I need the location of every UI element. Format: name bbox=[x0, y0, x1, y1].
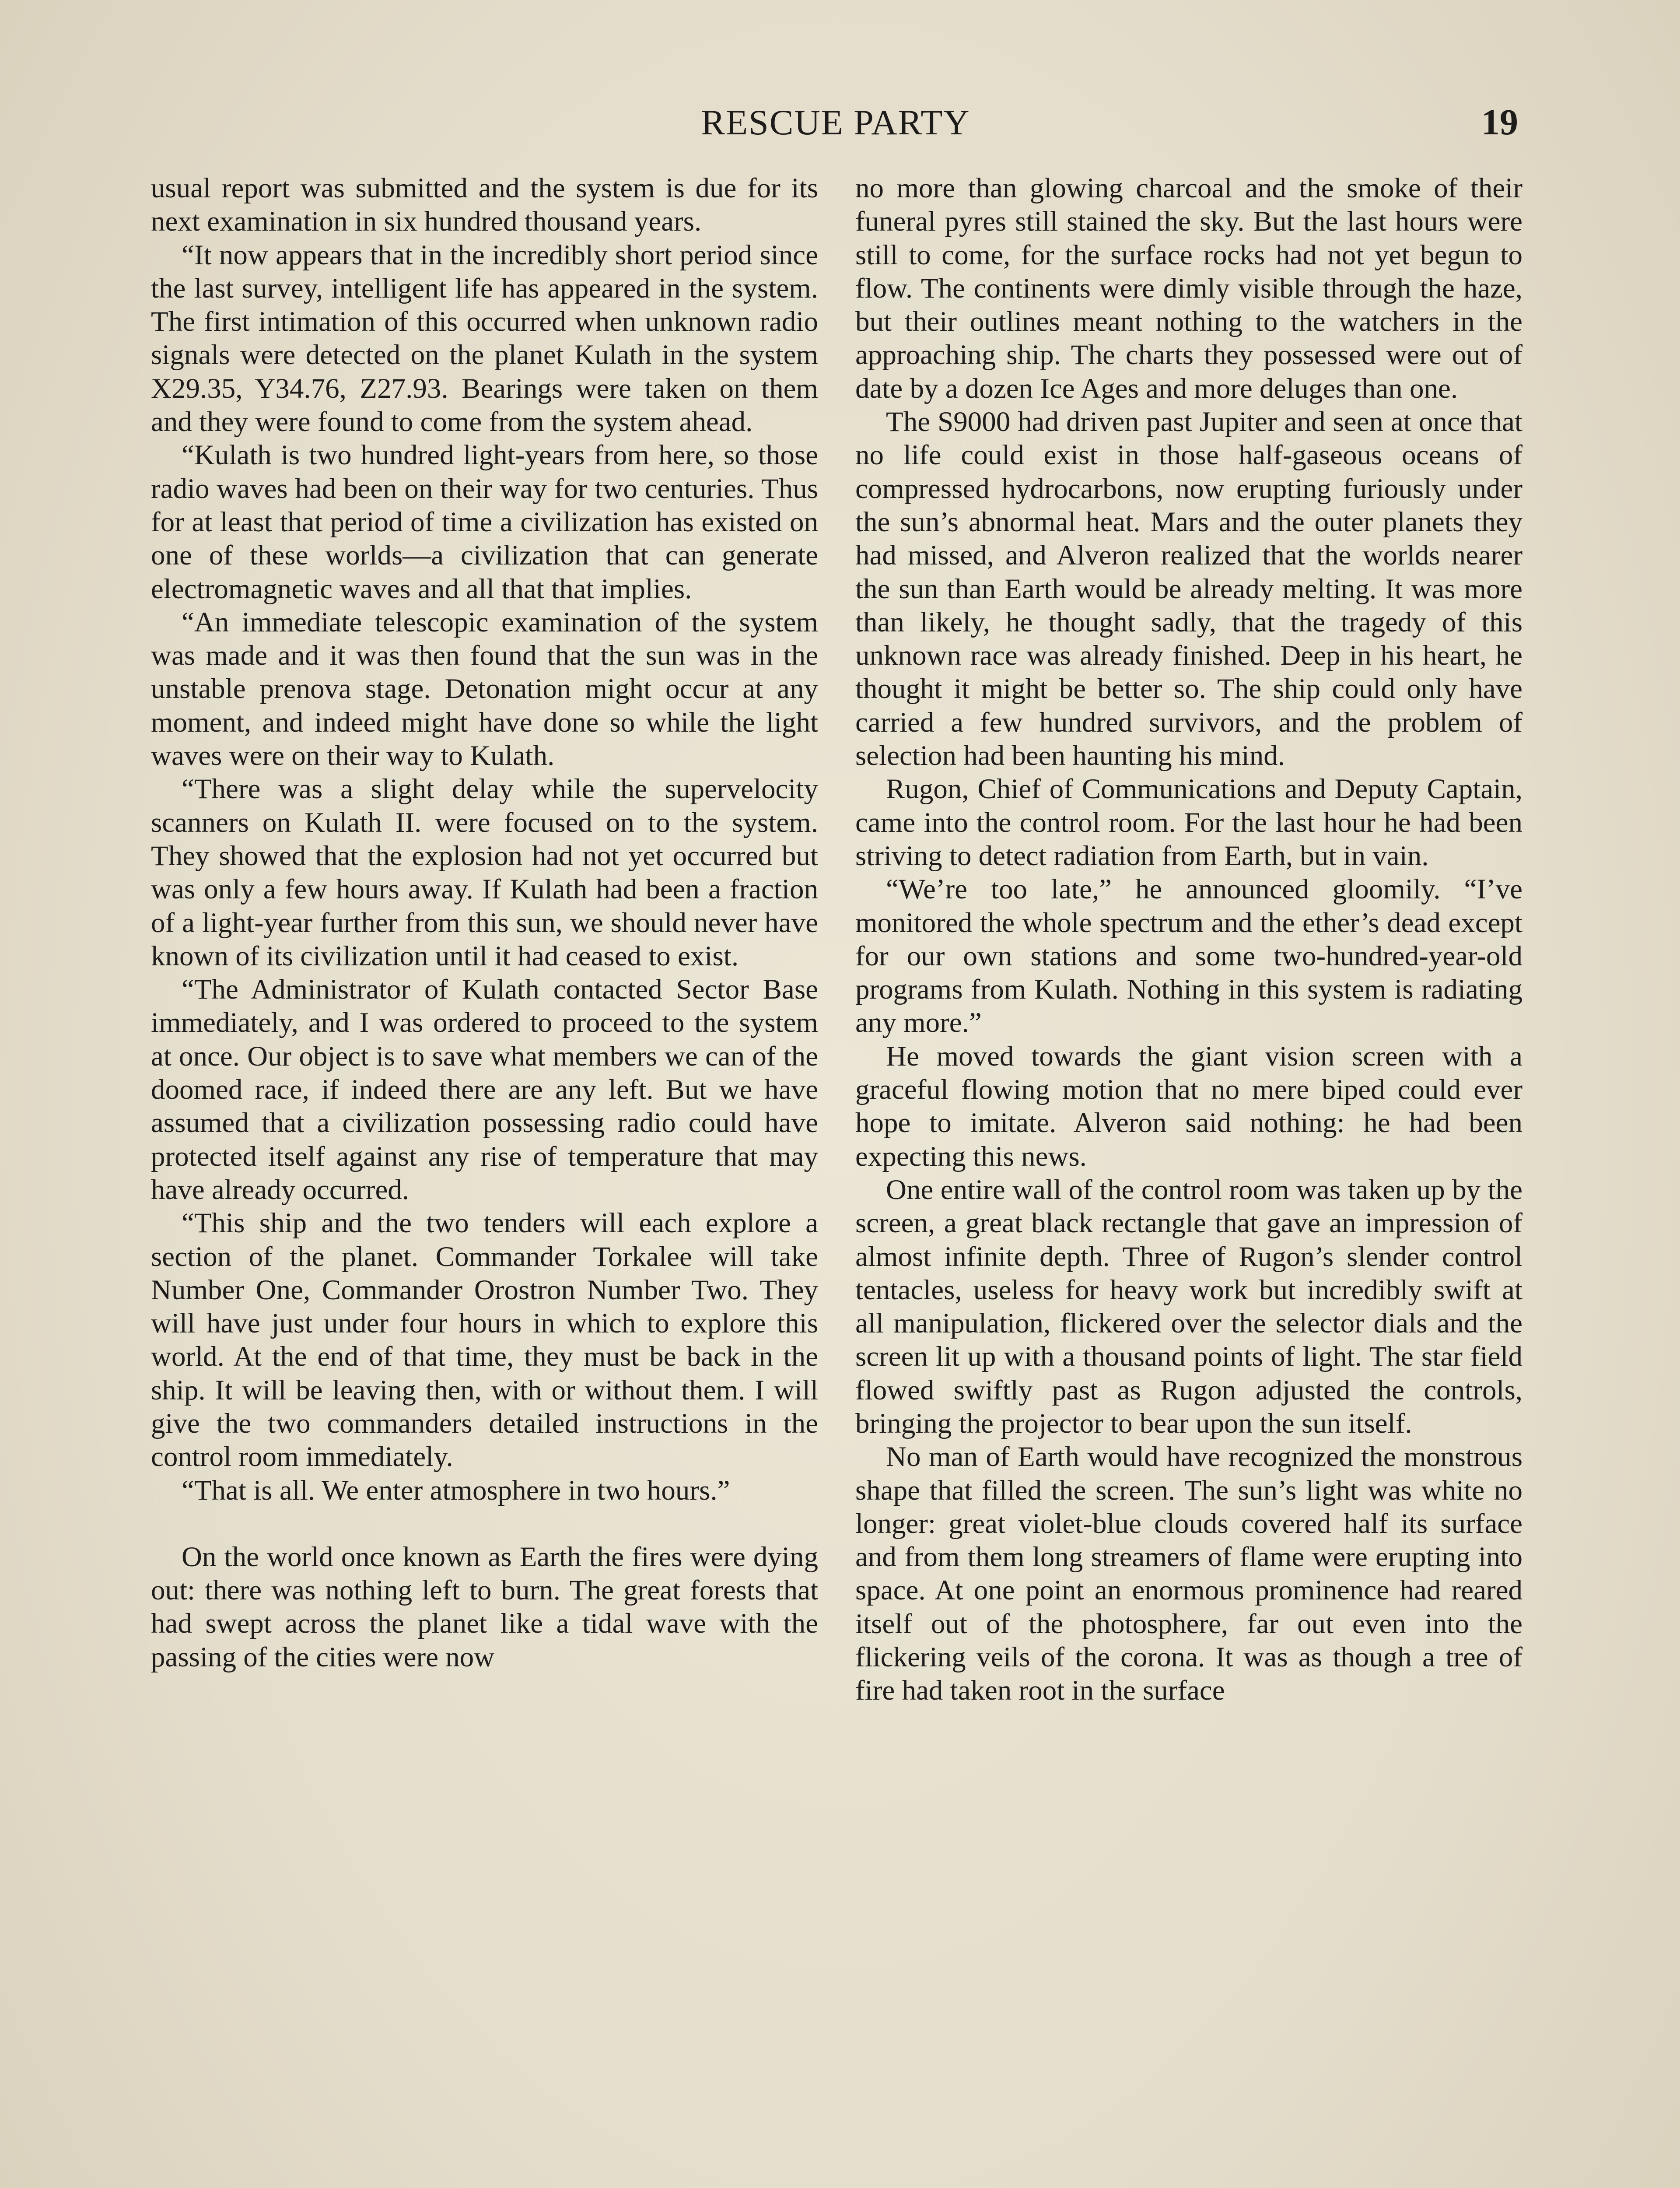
paragraph: “We’re too late,” he announced gloomily. “I’ve monitored the whole spectrum and the ether’s dead except for our own stations and some two-hundred-year-old programs from Kulath. Nothing in this system is radiating any more.” bbox=[855, 873, 1522, 1039]
paragraph: No man of Earth would have recognized the monstrous shape that filled the screen. The sun’s light was white no longer: great violet-blue clouds covered half its surface and from them long streamers of flame were erupting into space. At one point an enormous prominence had reared itself out of the photosphere, far out even into the flickering veils of the corona. It was as though a tree of fire had taken root in the surface bbox=[855, 1441, 1522, 1707]
paragraph: “Kulath is two hundred light-years from here, so those radio waves had been on their way for two centuries. Thus for at least that period of time a civilization has existed on one of these worlds—a civilization that can generate electromagnetic waves and all that that implies. bbox=[151, 439, 818, 605]
paragraph: He moved towards the giant vision screen with a graceful flowing motion that no mere biped could ever hope to imitate. Alveron said nothing: he had been expecting this news. bbox=[855, 1040, 1522, 1172]
paragraph: “The Administrator of Kulath contacted Sector Base immediately, and I was ordered to proceed to the system at once. Our object is to save what members we can of the doomed race, if indeed there are any left. But we have assumed that a civilization possessing radio could have protected itself against any rise of temperature that may have already occurred. bbox=[151, 974, 818, 1206]
page-number: 19 bbox=[1481, 102, 1518, 143]
running-title: RESCUE PARTY bbox=[701, 102, 970, 142]
paragraph: “An immediate telescopic examination of the system was made and it was then found that the sun was in the unstable prenova stage. Detonation might occur at any moment, and indeed might have done so while the light waves were on their way to Kulath. bbox=[151, 606, 818, 772]
right-text-column bbox=[855, 172, 1522, 1708]
paragraph: On the world once known as Earth the fires were dying out: there was nothing left to burn. The great forests that had swept across the planet like a tidal wave with the passing of the cities were now bbox=[151, 1541, 818, 1673]
paragraph: “That is all. We enter atmosphere in two hours.” bbox=[182, 1474, 730, 1506]
page-header bbox=[153, 101, 1518, 153]
paragraph: “This ship and the two tenders will each explore a section of the planet. Commander Torkalee will take Number One, Commander Orostron Number Two. They will have just under four hours in which to explore this world. At the end of that time, they must be back in the ship. It will be leaving then, with or without them. I will give the two commanders detailed instructions in the control room immediately. bbox=[151, 1207, 818, 1473]
paragraph: “It now appears that in the incredibly short period since the last survey, intelligent life has appeared in the system. The first intimation of this occurred when unknown radio signals were detected on the planet Kulath in the system X29.35, Y34.76, Z27.93. Bearings were taken on them and they were found to come from the system ahead. bbox=[151, 239, 818, 438]
paragraph: “There was a slight delay while the supervelocity scanners on Kulath II. were focused on to the system. They showed that the explosion had not yet occurred but was only a few hours away. If Kulath had been a fraction of a light-year further from this sun, we should never have known of its civilization until it had ceased to exist. bbox=[151, 773, 818, 972]
paragraph: One entire wall of the control room was taken up by the screen, a great black rectangle that gave an impression of almost infinite depth. Three of Rugon’s slender control tentacles, useless for heavy work but incredibly swift at all manipulation, flickered over the selector dials and the screen lit up with a thousand points of light. The star field flowed swiftly past as Rugon adjusted the controls, bringing the projector to bear upon the sun itself. bbox=[855, 1174, 1522, 1439]
paragraph: usual report was submitted and the system is due for its next examination in six hundred thousand years. bbox=[151, 172, 818, 238]
paragraph: Rugon, Chief of Communications and Deputy Captain, came into the control room. For the last hour he had been striving to detect radiation from Earth, but in vain. bbox=[855, 773, 1522, 872]
paragraph: no more than glowing charcoal and the smoke of their funeral pyres still stained the sky. But the last hours were still to come, for the surface rocks had not yet begun to flow. The continents were dimly visible through the haze, but their outlines meant nothing to the watchers in the approaching ship. The charts they possessed were out of date by a dozen Ice Ages and more deluges than one. bbox=[855, 172, 1522, 404]
paragraph: The S9000 had driven past Jupiter and seen at once that no life could exist in those half-gaseous oceans of compressed hydrocarbons, now erupting furiously under the sun’s abnormal heat. Mars and the outer planets they had missed, and Alveron realized that the worlds nearer the sun than Earth would be already melting. It was more than likely, he thought sadly, that the tragedy of this unknown race was already finished. Deep in his heart, he thought it might be better so. The ship could only have carried a few hundred survivors, and the problem of selection had been haunting his mind. bbox=[855, 406, 1522, 772]
left-text-column bbox=[151, 172, 818, 1674]
